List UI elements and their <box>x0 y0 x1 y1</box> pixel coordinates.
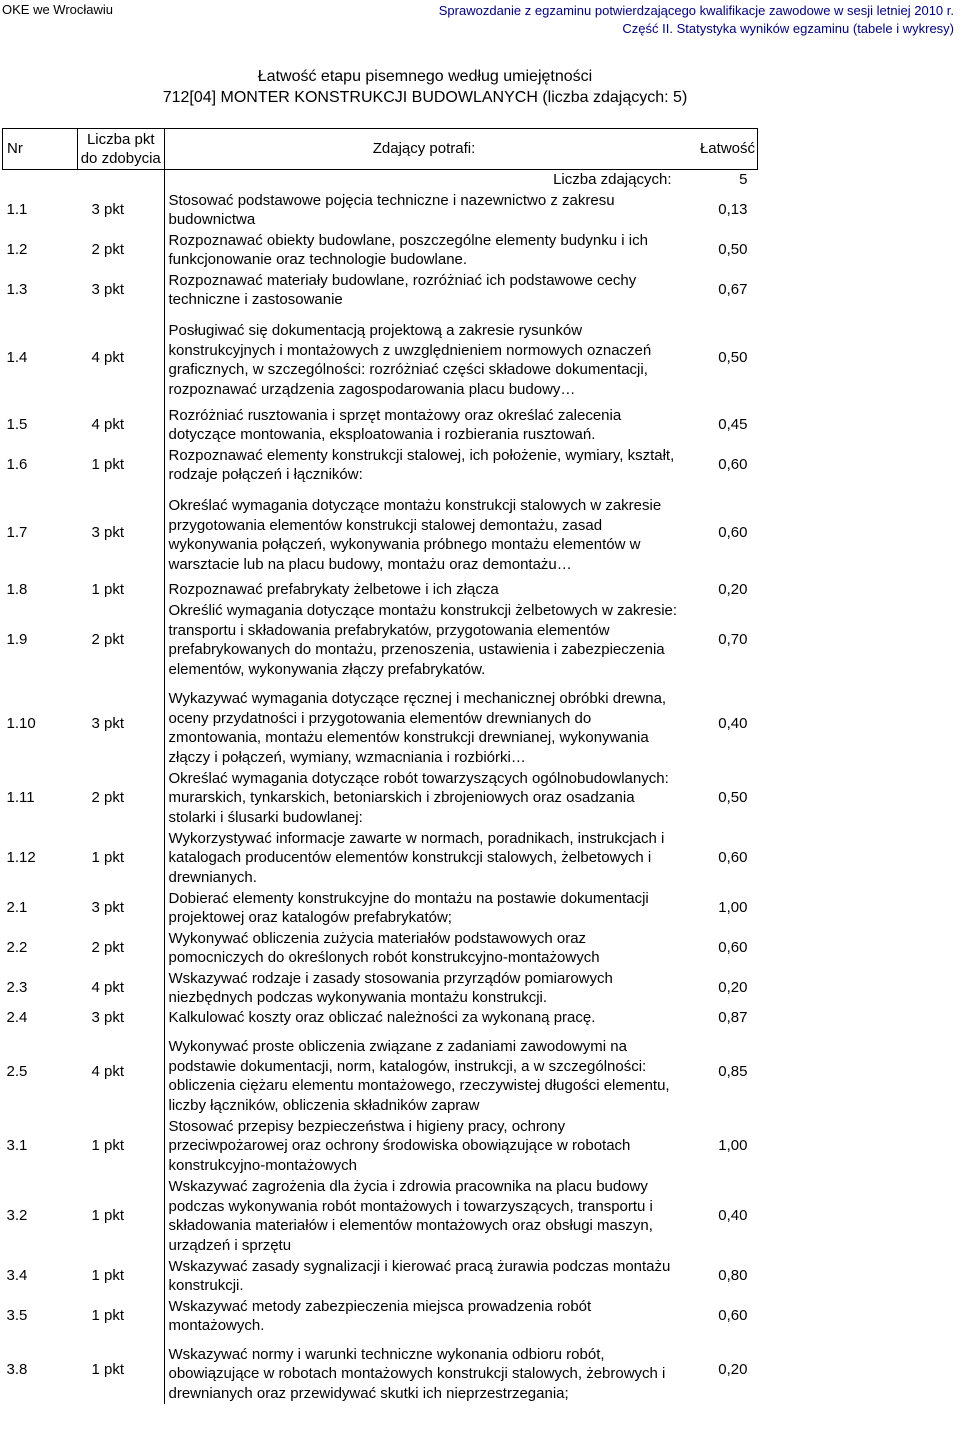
table-title-line1: Łatwość etapu pisemnego według umiejętności <box>257 68 593 85</box>
row-ease: 1,00 <box>718 1137 748 1155</box>
table-row <box>3 190 758 230</box>
row-number: 1.12 <box>6 849 36 867</box>
table-row <box>3 1256 758 1296</box>
header-report-line1: Sprawozdanie z egzaminu potwierdzającego kwalifikacje zawodowe w sesji letniej 2010 r. <box>438 3 954 18</box>
table-title <box>0 66 850 108</box>
row-number: 3.4 <box>6 1267 28 1285</box>
row-skill: Określać wymagania dotyczące robót towarzyszących ogólnobudowlanych: murarskich, tynkarskich, betoniarskich i zbrojeniowych oraz osadzania stolarki i ślusarki budowlanej: <box>164 768 684 828</box>
table-row <box>3 1336 758 1404</box>
row-skill: Wykorzystywać informacje zawarte w normach, poradnikach, instrukcjach i katalogach producentów elementów konstrukcji stalowych, żelbetowych i drewnianych. <box>164 828 684 888</box>
header-nr: Nr <box>3 129 78 170</box>
row-points: 1 pkt <box>91 1361 125 1379</box>
row-ease: 0,60 <box>718 849 748 867</box>
row-number: 1.11 <box>6 789 35 807</box>
table-row <box>3 580 758 600</box>
skills-table <box>2 128 758 1404</box>
row-number: 1.3 <box>6 281 28 299</box>
row-number: 2.2 <box>6 939 28 957</box>
row-skill: Określić wymagania dotyczące montażu konstrukcji żelbetowych w zakresie: transportu i składowania prefabrykatów, przygotowania elementów prefabrykowanych do montażu, przenoszenia, ustawienia i zabezpieczenia elementów, wykonywania złączy prefabrykatów. <box>164 600 684 680</box>
row-points: 3 pkt <box>91 201 125 219</box>
table-row <box>3 928 758 968</box>
row-points: 4 pkt <box>91 416 125 434</box>
row-points: 1 pkt <box>91 456 125 474</box>
row-skill: Dobierać elementy konstrukcyjne do montażu na postawie dokumentacji projektowej oraz katalogów prefabrykatów; <box>164 888 684 928</box>
respondents-count-label: Liczba zdających: <box>164 170 684 191</box>
row-ease: 0,60 <box>718 523 748 541</box>
row-number: 2.1 <box>6 899 28 917</box>
row-points: 2 pkt <box>91 789 125 807</box>
header-ease: Łatwość <box>684 129 758 170</box>
row-skill: Określać wymagania dotyczące montażu konstrukcji stalowych w zakresie przygotowania elementów konstrukcji stalowej demontażu, zasad wykonywania połączeń, wykonywania próbnego montażu elementów w warsztacie lub na placu budowy, montażu oraz demontażu… <box>164 485 684 580</box>
row-ease: 0,13 <box>718 201 748 219</box>
row-ease: 0,40 <box>718 715 748 733</box>
table-row <box>3 600 758 680</box>
row-ease: 0,87 <box>718 1009 748 1027</box>
respondents-count-value: 5 <box>739 171 748 189</box>
row-skill: Rozpoznawać elementy konstrukcji stalowej, ich położenie, wymiary, kształt, rodzaje połączeń i łączników: <box>164 445 684 485</box>
row-ease: 0,45 <box>718 416 748 434</box>
table-row <box>3 405 758 445</box>
table-row <box>3 485 758 580</box>
row-points: 2 pkt <box>91 241 125 259</box>
row-number: 1.5 <box>6 416 28 434</box>
row-skill: Rozróżniać rusztowania i sprzęt montażowy oraz określać zalecenia dotyczące montowania, eksploatowania i rozbierania rusztowań. <box>164 405 684 445</box>
row-ease: 0,60 <box>718 939 748 957</box>
row-number: 3.8 <box>6 1361 28 1379</box>
row-skill: Kalkulować koszty oraz obliczać należności za wykonaną pracę. <box>164 1008 684 1028</box>
row-ease: 0,85 <box>718 1063 748 1081</box>
row-number: 1.2 <box>6 241 28 259</box>
row-number: 1.6 <box>6 456 28 474</box>
header-report-title <box>439 2 954 38</box>
row-number: 1.10 <box>6 715 36 733</box>
row-number: 3.5 <box>6 1307 28 1325</box>
table-header-row <box>3 129 758 170</box>
table-row <box>3 1028 758 1116</box>
table-row <box>3 270 758 310</box>
header-org: OKE we Wrocławiu <box>2 2 114 17</box>
table-row <box>3 230 758 270</box>
row-points: 1 pkt <box>91 1207 125 1225</box>
row-points: 4 pkt <box>91 348 125 366</box>
table-row <box>3 445 758 485</box>
row-skill: Wykonywać obliczenia zużycia materiałów podstawowych oraz pomocniczych do określonych robót konstrukcyjno-montażowych <box>164 928 684 968</box>
table-row <box>3 1176 758 1256</box>
row-ease: 0,40 <box>718 1207 748 1225</box>
table-row <box>3 968 758 1008</box>
row-ease: 0,20 <box>718 979 748 997</box>
row-skill: Wskazywać zasady sygnalizacji i kierować pracą żurawia podczas montażu konstrukcji. <box>164 1256 684 1296</box>
row-skill: Stosować przepisy bezpieczeństwa i higieny pracy, ochrony przeciwpożarowej oraz ochrony środowiska obowiązujące w robotach konstrukcyjno-montażowych <box>164 1116 684 1176</box>
row-number: 1.4 <box>6 348 28 366</box>
row-number: 2.5 <box>6 1063 28 1081</box>
row-number: 1.7 <box>6 523 28 541</box>
row-points: 1 pkt <box>91 849 125 867</box>
row-skill: Wykonywać proste obliczenia związane z zadaniami zawodowymi na podstawie dokumentacji, norm, katalogów, instrukcji, a w szczególności: obliczenia ciężaru elementu montażowego, rzeczywistej długości elementu, liczby łączników, obliczenia składników zapraw <box>164 1028 684 1116</box>
row-points: 4 pkt <box>91 1063 125 1081</box>
row-points: 2 pkt <box>91 631 125 649</box>
table-row <box>3 768 758 828</box>
row-skill: Wykazywać wymagania dotyczące ręcznej i mechanicznej obróbki drewna, oceny przydatności i przygotowania elementów drewnianych do zmontowania, montażu elementów konstrukcji drewnianej, wykonywania złączy i połączeń, wymiany, wzmacniania i rozbiórki… <box>164 680 684 768</box>
row-skill: Rozpoznawać obiekty budowlane, poszczególne elementy budynku i ich funkcjonowanie oraz technologie budowlane. <box>164 230 684 270</box>
header-report-line2: Część II. Statystyka wyników egzaminu (tabele i wykresy) <box>622 21 954 36</box>
row-points: 1 pkt <box>91 581 125 599</box>
row-ease: 0,60 <box>718 1307 748 1325</box>
header-skill: Zdający potrafi: <box>164 129 684 170</box>
row-points: 1 pkt <box>91 1307 125 1325</box>
row-points: 3 pkt <box>91 715 125 733</box>
row-ease: 0,20 <box>718 1361 748 1379</box>
table-row <box>3 310 758 405</box>
row-number: 1.9 <box>6 631 28 649</box>
table-row <box>3 680 758 768</box>
row-number: 3.1 <box>6 1137 28 1155</box>
row-number: 2.3 <box>6 979 28 997</box>
row-points: 3 pkt <box>91 1009 125 1027</box>
header-points: Liczba pkt do zdobycia <box>78 129 165 170</box>
row-ease: 0,70 <box>718 631 748 649</box>
row-ease: 0,60 <box>718 456 748 474</box>
row-skill: Stosować podstawowe pojęcia techniczne i nazewnictwo z zakresu budownictwa <box>164 190 684 230</box>
row-points: 4 pkt <box>91 979 125 997</box>
table-row <box>3 1008 758 1028</box>
row-points: 1 pkt <box>91 1267 125 1285</box>
row-skill: Posługiwać się dokumentacją projektową a zakresie rysunków konstrukcyjnych i montażowych z uwzględnieniem normowych oznaczeń graficznych, w szczególności: rozróżniać części składowe dokumentacji, rozpoznawać urządzenia zagospodarowania placu budowy… <box>164 310 684 405</box>
row-ease: 0,67 <box>718 281 748 299</box>
row-points: 2 pkt <box>91 939 125 957</box>
row-points: 3 pkt <box>91 899 125 917</box>
row-ease: 0,50 <box>718 241 748 259</box>
row-ease: 1,00 <box>718 899 748 917</box>
row-skill: Wskazywać zagrożenia dla życia i zdrowia pracownika na placu budowy podczas wykonywania robót montażowych i towarzyszących, transportu i składowania materiałów i elementów montażowych oraz obsługi maszyn, urządzeń i sprzętu <box>164 1176 684 1256</box>
row-points: 1 pkt <box>91 1137 125 1155</box>
table-row <box>3 1116 758 1176</box>
row-skill: Rozpoznawać prefabrykaty żelbetowe i ich złącza <box>164 580 684 600</box>
row-skill: Rozpoznawać materiały budowlane, rozróżniać ich podstawowe cechy techniczne i zastosowanie <box>164 270 684 310</box>
row-points: 3 pkt <box>91 523 125 541</box>
table-title-line2: 712[04] MONTER KONSTRUKCJI BUDOWLANYCH (liczba zdających: 5) <box>162 89 688 106</box>
table-row <box>3 1296 758 1336</box>
row-skill: Wskazywać normy i warunki techniczne wykonania odbioru robót, obowiązujące w robotach montażowych konstrukcji stalowych, żebrowych i drewnianych oraz przewidywać skutki ich nieprzestrzegania; <box>164 1336 684 1404</box>
table-row <box>3 828 758 888</box>
table-row <box>3 888 758 928</box>
row-skill: Wskazywać metody zabezpieczenia miejsca prowadzenia robót montażowych. <box>164 1296 684 1336</box>
row-number: 1.8 <box>6 581 28 599</box>
row-number: 2.4 <box>6 1009 28 1027</box>
row-number: 3.2 <box>6 1207 28 1225</box>
respondents-count-row <box>3 170 758 191</box>
row-ease: 0,50 <box>718 348 748 366</box>
row-ease: 0,20 <box>718 581 748 599</box>
row-ease: 0,80 <box>718 1267 748 1285</box>
row-points: 3 pkt <box>91 281 125 299</box>
row-number: 1.1 <box>6 201 28 219</box>
row-skill: Wskazywać rodzaje i zasady stosowania przyrządów pomiarowych niezbędnych podczas wykonywania montażu konstrukcji. <box>164 968 684 1008</box>
row-ease: 0,50 <box>718 789 748 807</box>
